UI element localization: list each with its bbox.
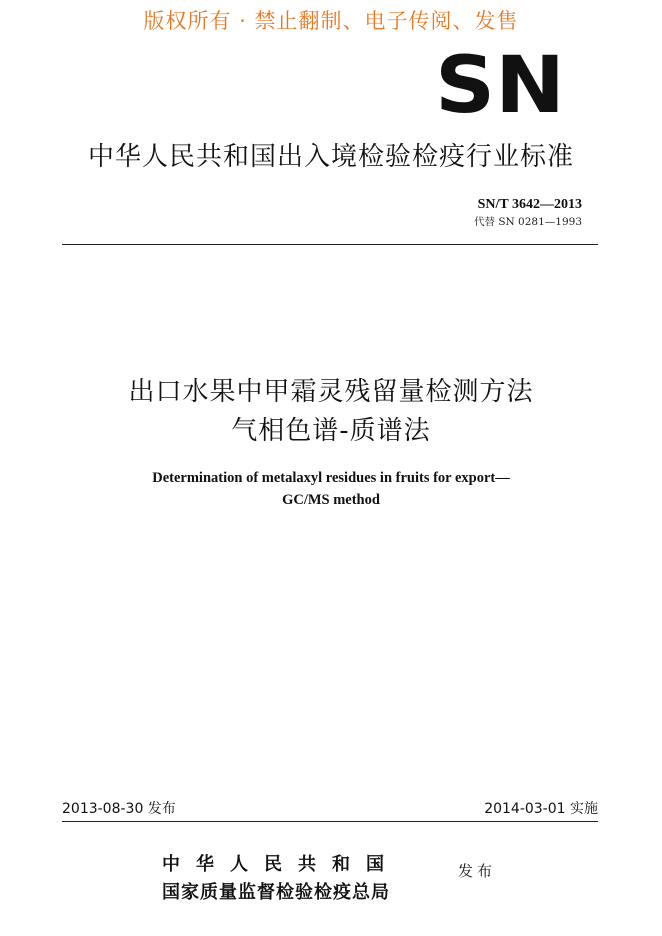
implementation-date: 2014-03-01 实施: [484, 801, 598, 817]
standard-classification: 中华人民共和国出入境检验检疫行业标准: [87, 142, 574, 172]
title-english-line2: GC/MS method: [282, 492, 380, 508]
sn-logo: [434, 48, 566, 116]
issuer-line2: 国家质量监督检验检疫总局: [162, 882, 390, 903]
bottom-divider: [62, 821, 598, 822]
copyright-notice: 版权所有 · 禁止翻制、电子传阅、发售: [143, 9, 519, 33]
title-chinese-line1: 出口水果中甲霜灵残留量检测方法: [128, 377, 534, 407]
title-chinese-line2: 气相色谱-质谱法: [231, 416, 431, 446]
issuing-authority: [162, 850, 400, 904]
publish-label: 发布: [458, 862, 497, 880]
title-english-line1: Determination of metalaxyl residues in fruits for export—: [152, 470, 510, 486]
issue-date: 2013-08-30 发布: [62, 801, 176, 817]
top-divider: [62, 244, 598, 245]
sn-logo-text: SN: [435, 48, 565, 116]
replaced-standard: 代替 SN 0281—1993: [474, 216, 582, 228]
standard-number: SN/T 3642—2013: [477, 197, 582, 212]
issuer-line1: 中华人民共和国: [162, 854, 400, 875]
